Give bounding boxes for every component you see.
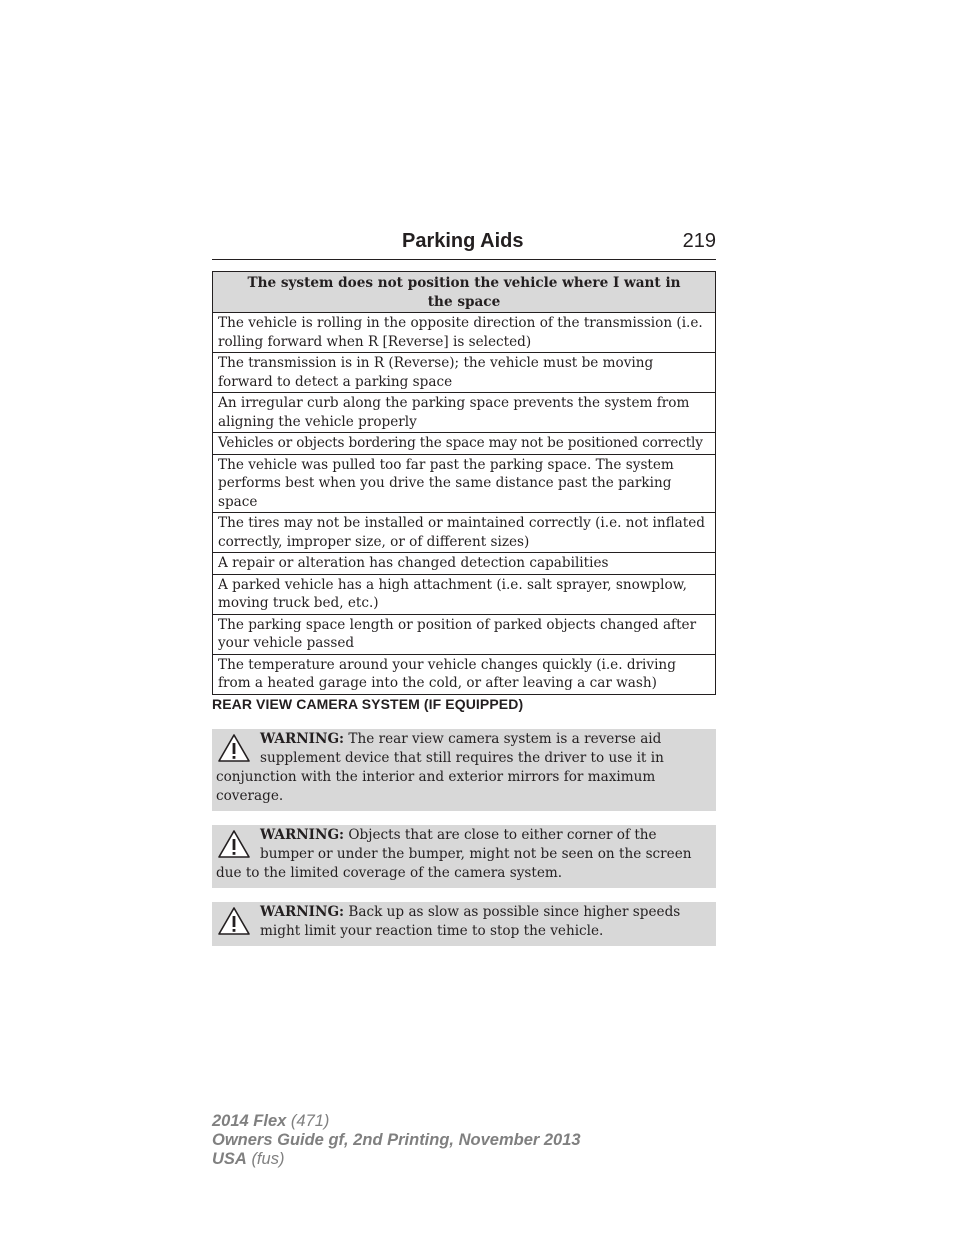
table-cell: A repair or alteration has changed detection capabilities [213,553,716,575]
table-row [213,433,716,455]
table-row [213,574,716,614]
footer-guide-info: Owners Guide gf, 2nd Printing, November 2013 [212,1131,581,1149]
section-heading: REAR VIEW CAMERA SYSTEM (IF EQUIPPED) [212,696,524,712]
warning-triangle-icon [216,905,252,937]
warning-label: WARNING: [260,904,345,920]
table-cell: The parking space length or position of parked objects changed after your vehicle passed [213,614,716,654]
warning-triangle-icon [216,828,252,860]
table-row [213,454,716,513]
table-cell: A parked vehicle has a high attachment (i.e. salt sprayer, snowplow, moving truck bed, etc.) [213,574,716,614]
footer-line-1 [212,1112,581,1131]
table-cell: An irregular curb along the parking space prevents the system from aligning the vehicle properly [213,393,716,433]
table-row [213,313,716,353]
table-cell: Vehicles or objects bordering the space may not be positioned correctly [213,433,716,455]
page-title: Parking Aids [402,230,524,252]
warning-box [212,825,716,888]
footer-market-code: (fus) [251,1150,285,1168]
table-heading: The system does not position the vehicle where I want in the space [213,272,716,313]
warning-text: The rear view camera system is a reverse aid supplement device that still requires the driver to use it in conjunction with the interior and exterior mirrors for maximum coverage. [216,731,664,804]
footer-model: 2014 Flex [212,1112,287,1130]
table-row [213,614,716,654]
table-row [213,353,716,393]
page-header [212,229,716,260]
warning-box [212,729,716,811]
warning-box [212,902,716,946]
table-cell: The temperature around your vehicle changes quickly (i.e. driving from a heated garage into the cold, or after leaving a car wash) [213,654,716,694]
document-footer [212,1112,581,1169]
table-cell: The transmission is in R (Reverse); the vehicle must be moving forward to detect a parking space [213,353,716,393]
footer-model-code: (471) [290,1112,330,1130]
table-cell: The tires may not be installed or maintained correctly (i.e. not inflated correctly, improper size, or of different sizes) [213,513,716,553]
footer-market: USA [212,1150,247,1168]
page-number: 219 [682,230,716,252]
table-row [213,393,716,433]
troubleshooting-table [212,271,716,695]
warning-text: Objects that are close to either corner of the bumper or under the bumper, might not be seen on the screen due to the limited coverage of the camera system. [216,827,692,881]
table-cell: The vehicle was pulled too far past the parking space. The system performs best when you drive the same distance past the parking space [213,454,716,513]
table-row [213,553,716,575]
table-cell: The vehicle is rolling in the opposite direction of the transmission (i.e. rolling forward when R [Reverse] is selected) [213,313,716,353]
table-row [213,654,716,694]
warning-label: WARNING: [260,731,345,747]
footer-line-3 [212,1150,581,1169]
warning-text: Back up as slow as possible since higher speeds might limit your reaction time to stop the vehicle. [260,904,681,939]
footer-line-2 [212,1131,581,1150]
warning-label: WARNING: [260,827,345,843]
table-row [213,513,716,553]
warning-triangle-icon [216,732,252,764]
